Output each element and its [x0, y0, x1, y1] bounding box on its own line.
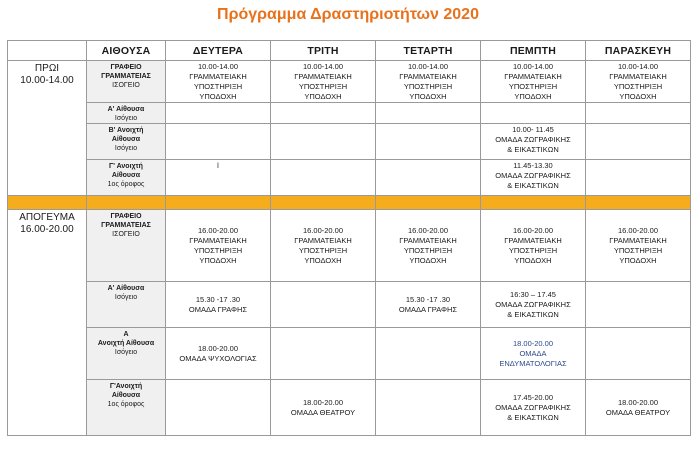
room-cell — [87, 124, 166, 160]
cell-line: ΥΠΟΣΤΗΡΙΞΗ — [403, 245, 453, 255]
cell-line: ΓΡΑΜΜΑΤΕΙΑΚΗ — [609, 235, 667, 245]
cell-line: ΟΜΑΔΑ ΨΥΧΟΛΟΓΙΑΣ — [179, 353, 257, 363]
cell-monday — [166, 61, 271, 103]
page-title: Πρόγραμμα Δραστηριοτήτων 2020 — [217, 6, 479, 23]
cell-monday — [166, 160, 271, 196]
cell-line: 16.00-20.00 — [407, 225, 449, 235]
cell-line: ΥΠΟΣΤΗΡΙΞΗ — [508, 82, 558, 91]
room-floor: 1ος όροφος — [107, 181, 145, 188]
cell-monday — [166, 124, 271, 160]
cell-line: 16:30 – 17.45 — [510, 289, 556, 299]
cell-thursday — [481, 124, 586, 160]
separator-cell — [586, 196, 691, 210]
room-name: Αίθουσα — [111, 172, 141, 179]
cell-line: ΥΠΟΣΤΗΡΙΞΗ — [403, 82, 453, 91]
cell-line: ΓΡΑΜΜΑΤΕΙΑΚΗ — [399, 72, 457, 81]
separator-cell — [8, 196, 87, 210]
cell-wednesday — [376, 103, 481, 124]
cell-line: ΥΠΟΔΟΧΗ — [514, 255, 552, 265]
column-header-wednesday: ΤΕΤΑΡΤΗ — [376, 41, 481, 61]
cell-line: ΓΡΑΜΜΑΤΕΙΑΚΗ — [189, 235, 247, 245]
cell-thursday — [481, 103, 586, 124]
cell-thursday — [481, 282, 586, 328]
separator-cell — [376, 196, 481, 210]
header-row — [8, 41, 691, 61]
cell-wednesday — [376, 160, 481, 196]
cell-line: & ΕΙΚΑΣΤΙΚΩΝ — [507, 145, 559, 154]
cell-monday — [166, 210, 271, 282]
separator-cell — [271, 196, 376, 210]
cell-line: ΓΡΑΜΜΑΤΕΙΑΚΗ — [294, 235, 352, 245]
cell-line: 18.00-20.00 — [512, 338, 554, 348]
cell-monday — [166, 328, 271, 380]
cell-tuesday — [271, 380, 376, 436]
cell-wednesday — [376, 282, 481, 328]
cell-line: ΟΜΑΔΑ ΘΕΑΤΡΟΥ — [290, 407, 356, 417]
cell-line: ΥΠΟΣΤΗΡΙΞΗ — [508, 245, 558, 255]
cell-monday — [166, 103, 271, 124]
schedule-row — [8, 328, 691, 380]
cell-line: ΥΠΟΔΟΧΗ — [514, 92, 552, 101]
cell-friday — [586, 124, 691, 160]
column-header-monday: ΔΕΥΤΕΡΑ — [166, 41, 271, 61]
cell-line: 15.30 -17 .30 — [405, 294, 451, 304]
cell-line: ΥΠΟΣΤΗΡΙΞΗ — [298, 245, 348, 255]
cell-line: ΥΠΟΔΟΧΗ — [199, 255, 237, 265]
schedule-row — [8, 210, 691, 282]
room-cell — [87, 103, 166, 124]
cell-thursday — [481, 328, 586, 380]
room-name: Γ' Ανοιχτή — [109, 163, 143, 170]
room-floor: Ισόγειο — [114, 294, 138, 301]
corner-cell — [8, 41, 87, 61]
separator-cell — [87, 196, 166, 210]
room-floor: Ισόγειο — [114, 145, 138, 152]
cell-line: ΓΡΑΜΜΑΤΕΙΑΚΗ — [609, 72, 667, 81]
room-floor: Ισόγειο — [114, 115, 138, 122]
period-separator — [8, 196, 691, 210]
room-name: Β' Ανοιχτή — [108, 127, 144, 134]
cell-tuesday — [271, 328, 376, 380]
cell-line: 16.00-20.00 — [512, 225, 554, 235]
cell-line: 10.00-14.00 — [197, 62, 239, 71]
cell-line: 16.00-20.00 — [197, 225, 239, 235]
cell-thursday — [481, 61, 586, 103]
room-floor: ΙΣΟΓΕΙΟ — [112, 231, 140, 238]
cell-line: ΟΜΑΔΑ ΓΡΑΦΗΣ — [398, 304, 458, 314]
cell-wednesday — [376, 124, 481, 160]
room-name: Α — [123, 331, 129, 338]
room-cell — [87, 380, 166, 436]
period-morning — [8, 61, 87, 196]
room-name: Αίθουσα — [111, 136, 141, 143]
room-name: Α' Αίθουσα — [107, 285, 145, 292]
cell-line: ΥΠΟΔΟΧΗ — [409, 255, 447, 265]
cell-line: l — [217, 161, 219, 170]
room-name: Ανοιχτή Αίθουσα — [97, 340, 155, 347]
cell-line: ΥΠΟΣΤΗΡΙΞΗ — [193, 245, 243, 255]
cell-line: ΓΡΑΜΜΑΤΕΙΑΚΗ — [399, 235, 457, 245]
cell-line: 17.45-20.00 — [512, 392, 554, 402]
room-cell — [87, 160, 166, 196]
cell-line: ΓΡΑΜΜΑΤΕΙΑΚΗ — [189, 72, 247, 81]
cell-line: 10.00-14.00 — [302, 62, 344, 71]
cell-line: ΥΠΟΣΤΗΡΙΞΗ — [298, 82, 348, 91]
cell-line: ΓΡΑΜΜΑΤΕΙΑΚΗ — [294, 72, 352, 81]
cell-line: 18.00-20.00 — [617, 397, 659, 407]
cell-tuesday — [271, 103, 376, 124]
room-cell — [87, 61, 166, 103]
cell-line: 18.00-20.00 — [197, 343, 239, 353]
room-floor: Ισόγειο — [114, 349, 138, 356]
cell-line: 10.00-14.00 — [617, 62, 659, 71]
cell-tuesday — [271, 210, 376, 282]
cell-thursday — [481, 160, 586, 196]
schedule-row — [8, 380, 691, 436]
schedule-row — [8, 61, 691, 103]
cell-line: ΟΜΑΔΑ ΖΩΓΡΑΦΙΚΗΣ — [495, 402, 571, 412]
cell-tuesday — [271, 124, 376, 160]
column-header-room: ΑΙΘΟΥΣΑ — [87, 41, 166, 61]
column-header-tuesday: ΤΡΙΤΗ — [271, 41, 376, 61]
cell-line: ΟΜΑΔΑ ΓΡΑΦΗΣ — [188, 304, 248, 314]
cell-friday — [586, 160, 691, 196]
cell-line: ΟΜΑΔΑ ΖΩΓΡΑΦΙΚΗΣ — [495, 135, 571, 144]
cell-monday — [166, 380, 271, 436]
period-name: ΑΠΟΓΕΥΜΑ — [19, 212, 75, 223]
cell-friday — [586, 210, 691, 282]
cell-friday — [586, 380, 691, 436]
cell-line: ΥΠΟΔΟΧΗ — [304, 255, 342, 265]
separator-cell — [166, 196, 271, 210]
cell-friday — [586, 61, 691, 103]
schedule-row — [8, 282, 691, 328]
period-afternoon — [8, 210, 87, 436]
cell-line: ΥΠΟΔΟΧΗ — [619, 92, 657, 101]
cell-line: 11.45-13.30 — [513, 161, 553, 170]
schedule-row — [8, 160, 691, 196]
room-name: ΓΡΑΜΜΑΤΕΙΑΣ — [101, 222, 151, 229]
cell-line: ΟΜΑΔΑ ΘΕΑΤΡΟΥ — [605, 407, 671, 417]
cell-line: ΟΜΑΔΑ — [519, 348, 547, 358]
cell-line: 10.00-14.00 — [407, 62, 449, 71]
cell-line: ΥΠΟΔΟΧΗ — [409, 92, 447, 101]
cell-tuesday — [271, 282, 376, 328]
period-time: 16.00-20.00 — [20, 224, 74, 235]
cell-line: ΥΠΟΣΤΗΡΙΞΗ — [193, 82, 243, 91]
room-cell — [87, 210, 166, 282]
room-floor: 1ος όροφος — [107, 401, 145, 408]
room-name: ΓΡΑΜΜΑΤΕΙΑΣ — [101, 73, 151, 80]
cell-line: 10.00-14.00 — [512, 62, 554, 71]
cell-line: & ΕΙΚΑΣΤΙΚΩΝ — [507, 309, 559, 319]
schedule-row — [8, 124, 691, 160]
period-time: 10.00-14.00 — [20, 75, 74, 86]
cell-line: ΥΠΟΔΟΧΗ — [619, 255, 657, 265]
room-name: Α' Αίθουσα — [107, 106, 145, 113]
cell-line: ΓΡΑΜΜΑΤΕΙΑΚΗ — [504, 72, 562, 81]
cell-line: ΟΜΑΔΑ ΖΩΓΡΑΦΙΚΗΣ — [495, 171, 571, 180]
room-name: ΓΡΑΦΕΙΟ — [110, 213, 142, 220]
cell-line: ΟΜΑΔΑ ΖΩΓΡΑΦΙΚΗΣ — [495, 299, 571, 309]
cell-line: 16.00-20.00 — [617, 225, 659, 235]
cell-friday — [586, 328, 691, 380]
cell-thursday — [481, 380, 586, 436]
schedule-row — [8, 103, 691, 124]
cell-wednesday — [376, 380, 481, 436]
cell-wednesday — [376, 61, 481, 103]
cell-line: 15.30 -17 .30 — [195, 294, 241, 304]
cell-monday — [166, 282, 271, 328]
column-header-friday: ΠΑΡΑΣΚΕΥΗ — [586, 41, 691, 61]
cell-line: ΕΝΔΥΜΑΤΟΛΟΓΙΑΣ — [499, 358, 567, 368]
cell-line: ΥΠΟΣΤΗΡΙΞΗ — [613, 245, 663, 255]
cell-tuesday — [271, 160, 376, 196]
separator-cell — [481, 196, 586, 210]
cell-line: ΥΠΟΔΟΧΗ — [304, 92, 342, 101]
cell-line: & ΕΙΚΑΣΤΙΚΩΝ — [507, 412, 559, 422]
room-name: ΓΡΑΦΕΙΟ — [110, 64, 142, 71]
column-header-thursday: ΠΕΜΠΤΗ — [481, 41, 586, 61]
cell-wednesday — [376, 210, 481, 282]
cell-tuesday — [271, 61, 376, 103]
period-name: ΠΡΩΙ — [34, 63, 60, 74]
room-floor: ΙΣΟΓΕΙΟ — [112, 82, 140, 89]
schedule-table — [7, 40, 691, 436]
room-cell — [87, 328, 166, 380]
cell-line: ΥΠΟΔΟΧΗ — [199, 92, 237, 101]
room-cell — [87, 282, 166, 328]
cell-friday — [586, 282, 691, 328]
cell-line: ΥΠΟΣΤΗΡΙΞΗ — [613, 82, 663, 91]
cell-friday — [586, 103, 691, 124]
cell-line: 16.00-20.00 — [302, 225, 344, 235]
cell-line: & ΕΙΚΑΣΤΙΚΩΝ — [507, 181, 559, 190]
room-name: Γ'Ανοιχτή — [109, 383, 143, 390]
cell-line: ΓΡΑΜΜΑΤΕΙΑΚΗ — [504, 235, 562, 245]
cell-line: 18.00-20.00 — [302, 397, 344, 407]
cell-wednesday — [376, 328, 481, 380]
cell-line: 10.00- 11.45 — [512, 125, 554, 134]
cell-thursday — [481, 210, 586, 282]
room-name: Αίθουσα — [111, 392, 141, 399]
